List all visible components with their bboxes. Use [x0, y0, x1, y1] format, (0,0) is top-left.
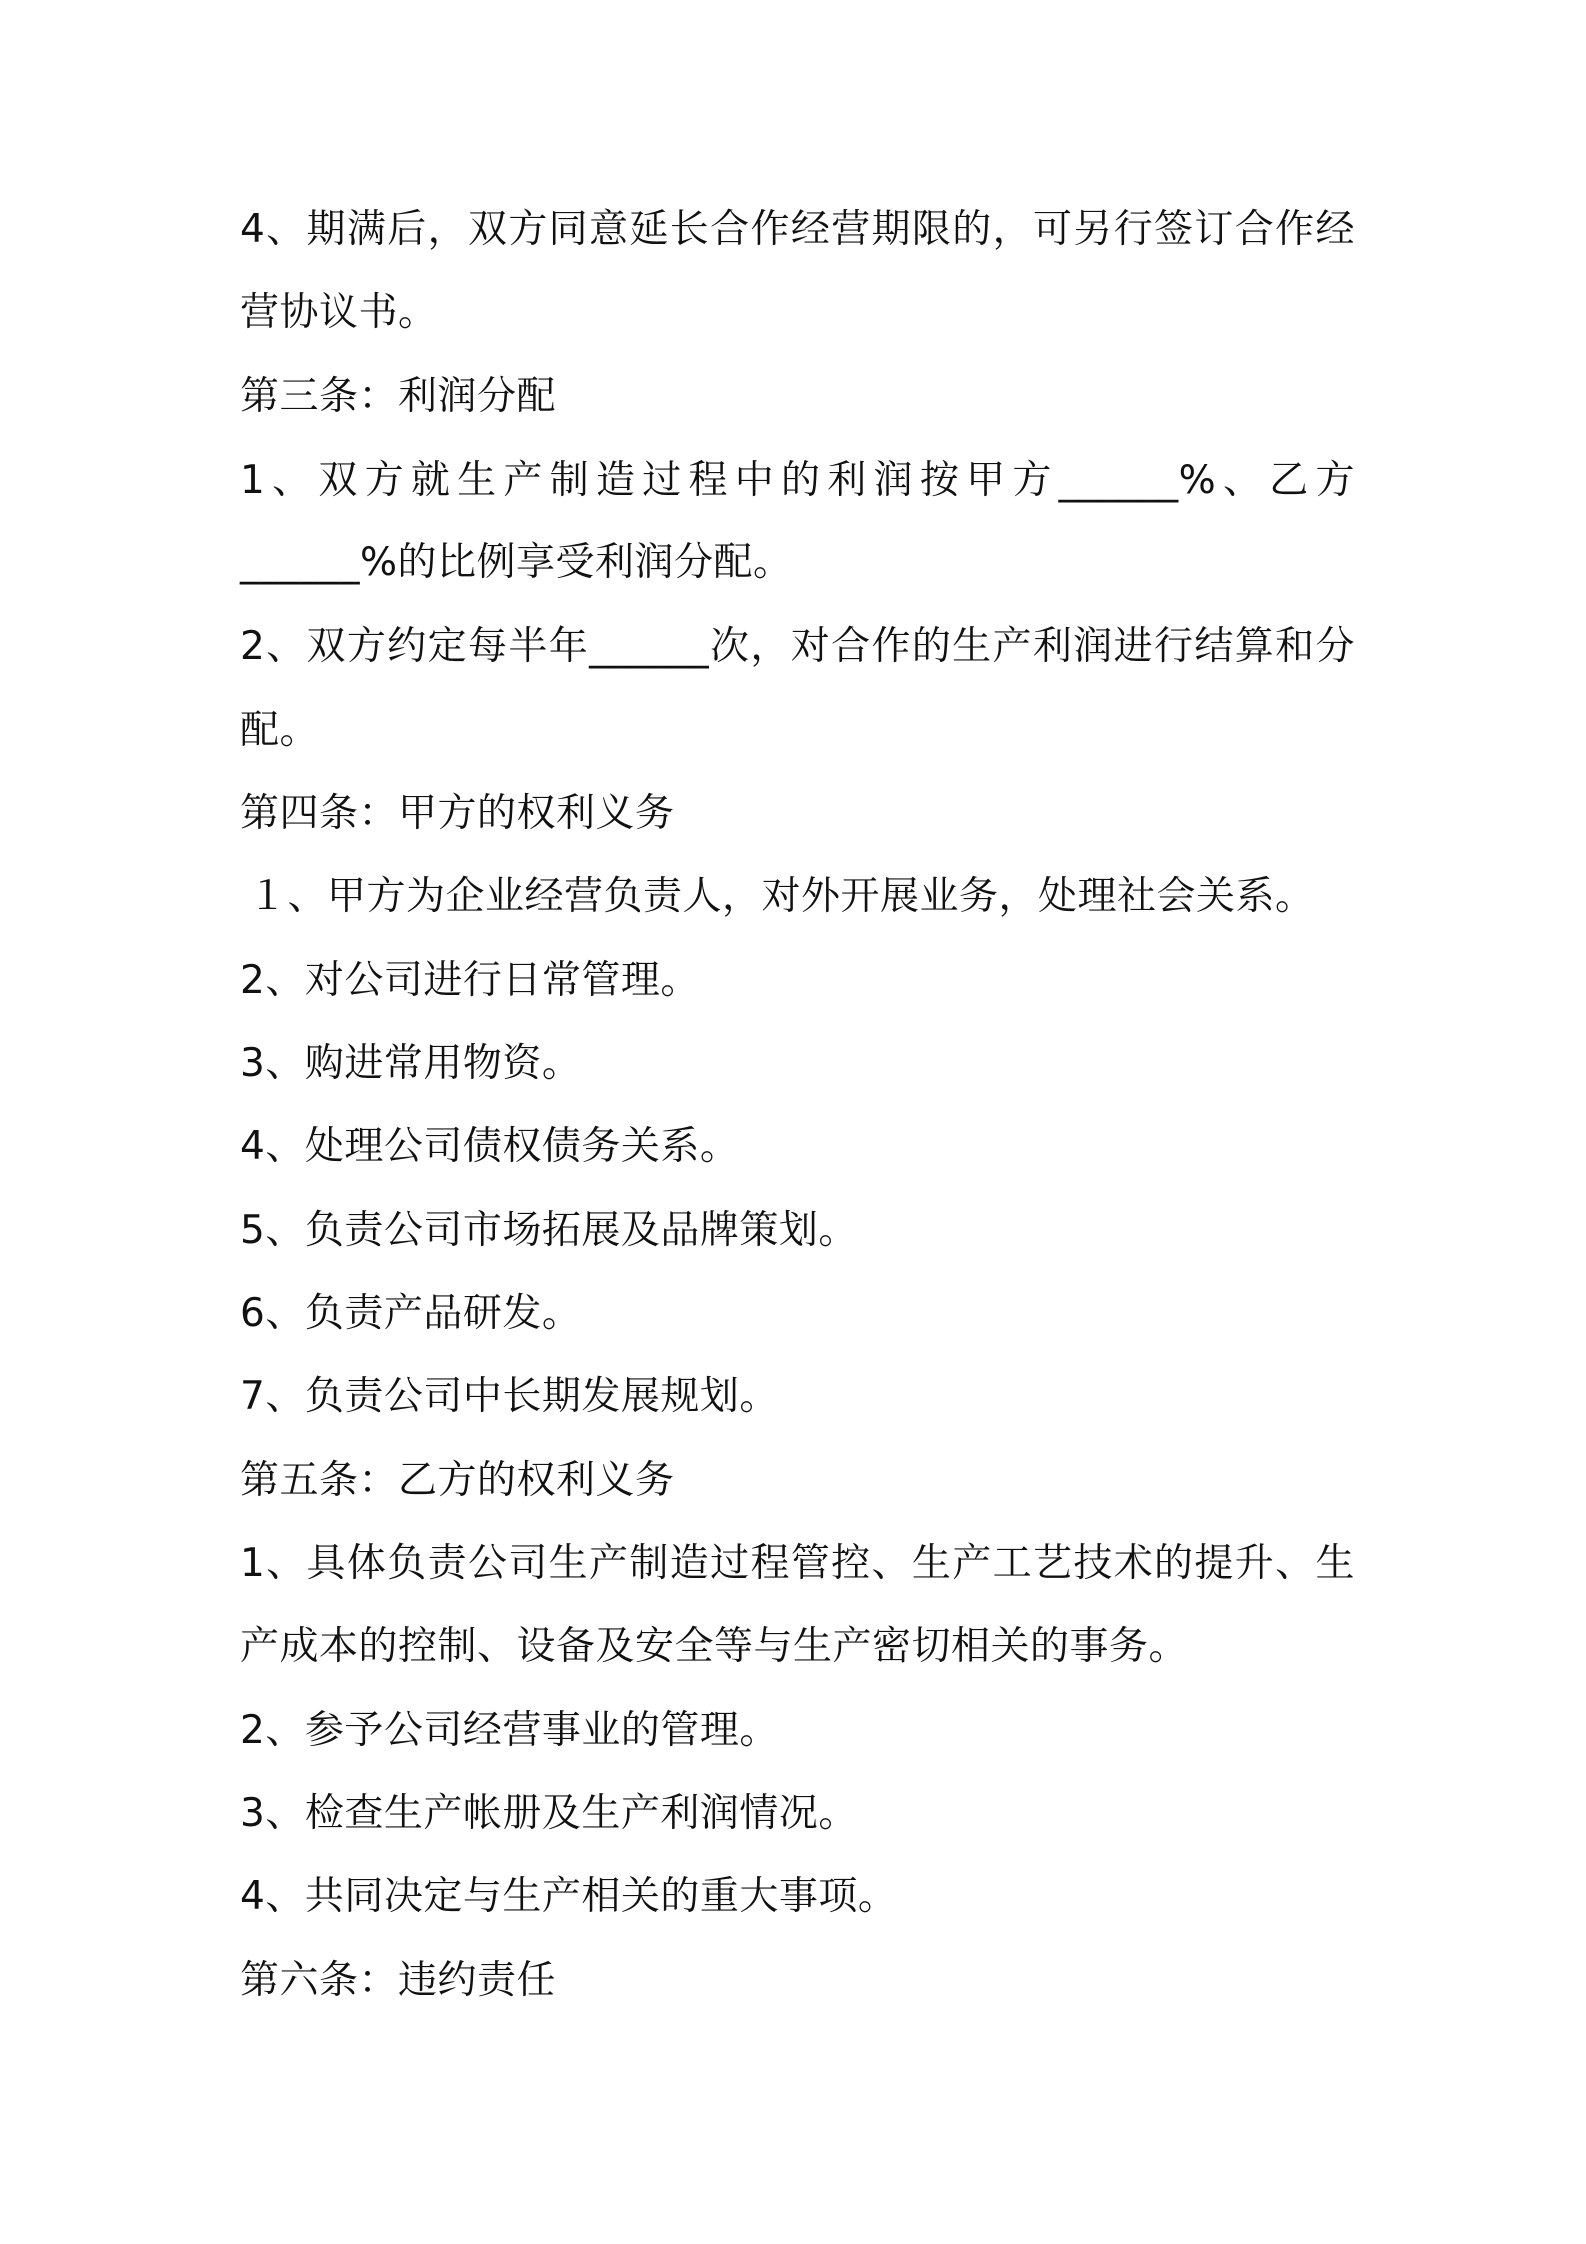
section-heading: 第四条：甲方的权利义务 [240, 791, 675, 836]
paragraph-line: 营协议书。 [240, 290, 438, 335]
list-item: 3、购进常用物资。 [240, 1041, 582, 1086]
list-item: 7、负责公司中长期发展规划。 [240, 1374, 779, 1419]
section-heading: 第五条：乙方的权利义务 [240, 1458, 675, 1503]
section-heading: 第六条：违约责任 [240, 1958, 557, 2003]
list-item: 3、检查生产帐册及生产利润情况。 [240, 1791, 858, 1836]
paragraph-line: 1、双方就生产制造过程中的利润按甲方______%、乙方 [240, 458, 1355, 503]
paragraph-line: 2、双方约定每半年______次，对合作的生产利润进行结算和分 [240, 624, 1355, 669]
list-item: 1、具体负责公司生产制造过程管控、生产工艺技术的提升、生 [240, 1541, 1355, 1586]
paragraph-line: 4、期满后，双方同意延长合作经营期限的，可另行签订合作经 [240, 207, 1355, 252]
list-item: 2、参予公司经营事业的管理。 [240, 1708, 779, 1753]
list-item: 4、处理公司债权债务关系。 [240, 1124, 740, 1169]
list-item: １、甲方为企业经营负责人，对外开展业务，处理社会关系。 [248, 874, 1315, 919]
paragraph-line: 产成本的控制、设备及安全等与生产密切相关的事务。 [240, 1624, 1189, 1669]
paragraph-line: ______%的比例享受利润分配。 [240, 540, 793, 585]
list-item: 4、共同决定与生产相关的重大事项。 [240, 1874, 898, 1919]
paragraph-line: 配。 [240, 708, 320, 753]
list-item: 5、负责公司市场拓展及品牌策划。 [240, 1208, 858, 1253]
list-item: 6、负责产品研发。 [240, 1291, 582, 1336]
list-item: 2、对公司进行日常管理。 [240, 958, 700, 1003]
section-heading: 第三条：利润分配 [240, 374, 557, 419]
